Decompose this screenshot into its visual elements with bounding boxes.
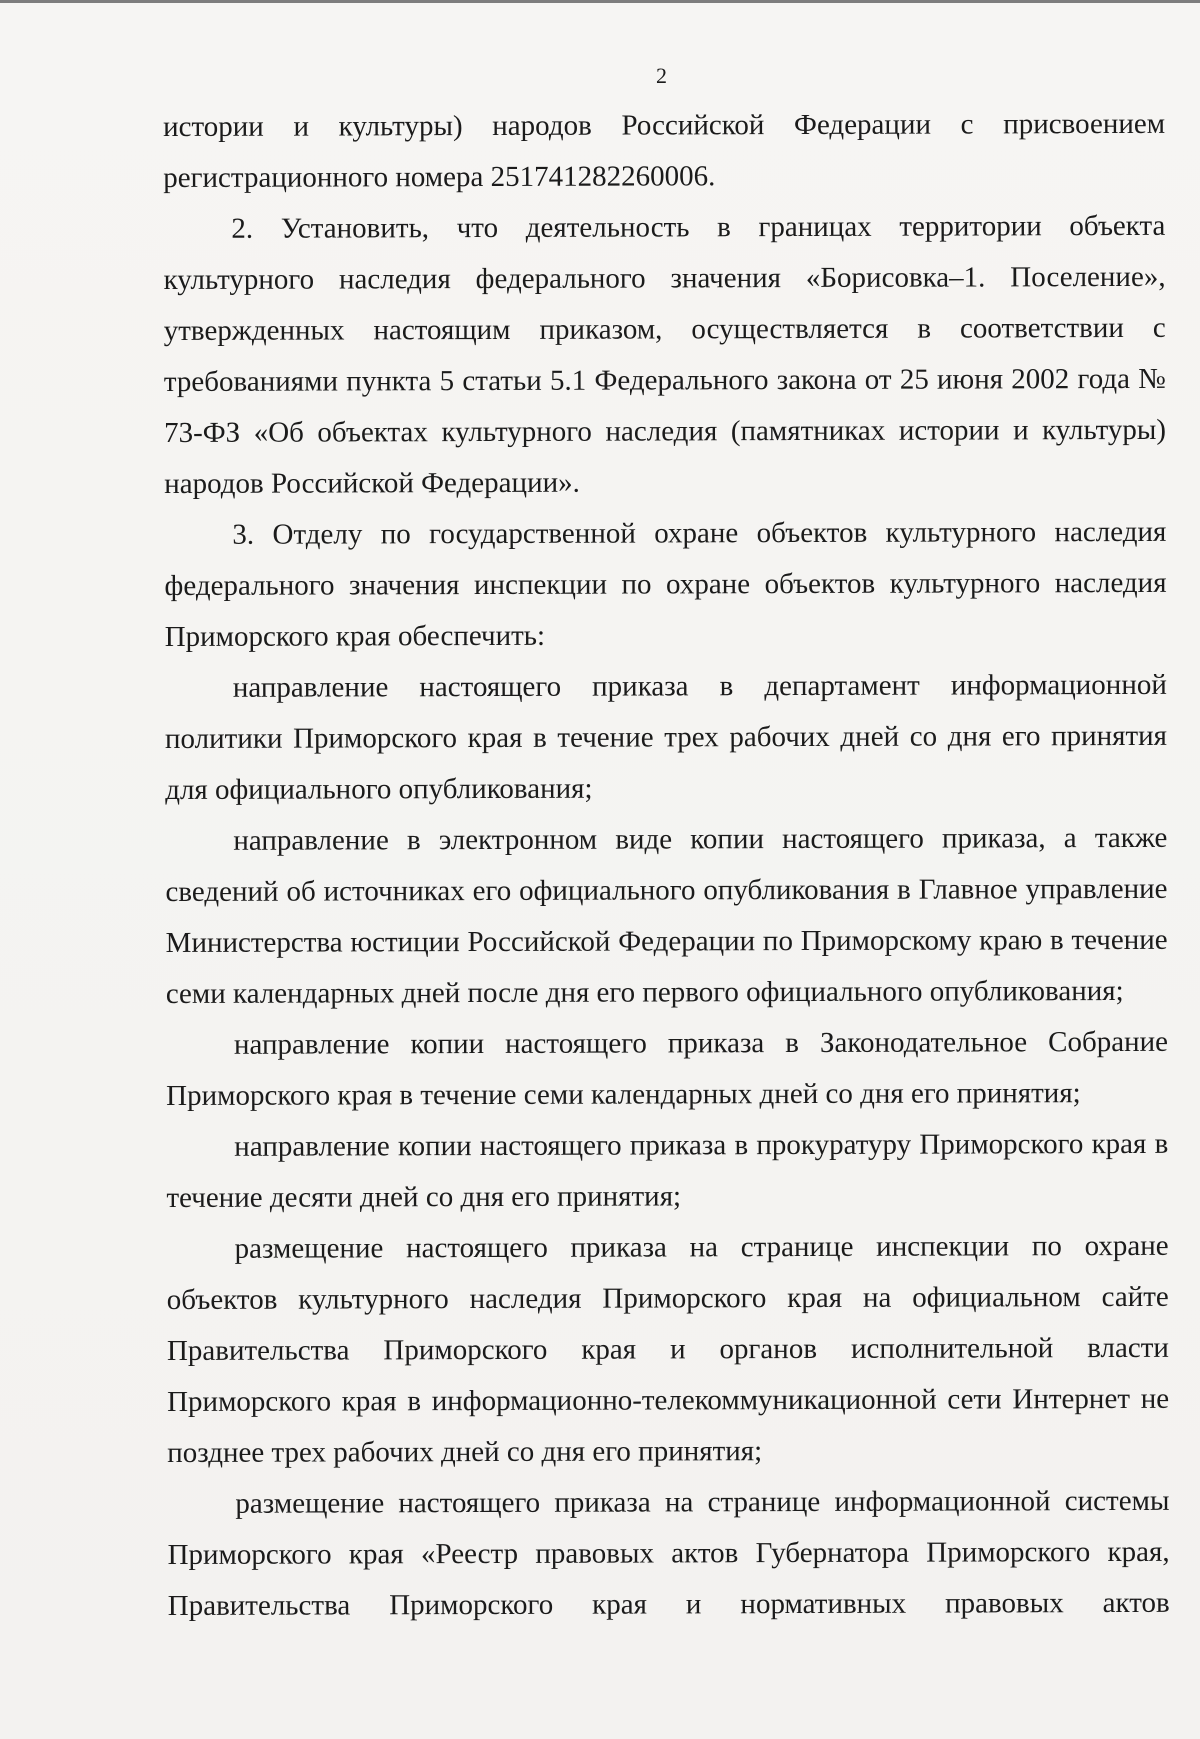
- paragraph-electronic-copy: направление в электронном виде копии настоящего приказа, а также сведений об источниках его официального опубликования в Главное управление Министерства юстиции Российской Федерации по Приморскому краю в течение семи календарных дней после дня его первого официального опубликования;: [165, 821, 1168, 1010]
- page-number: 2: [656, 63, 667, 88]
- paragraph-publication-department: направление настоящего приказа в департамент информационной политики Приморского края в течение трех рабочих дней со дня его принятия для официального опубликования;: [164, 668, 1168, 806]
- paragraph-legislative-assembly: направление копии настоящего приказа в Законодательное Собрание Приморского края в течение семи календарных дней со дня его принятия;: [166, 1025, 1169, 1112]
- document-body: [163, 99, 1170, 1632]
- paragraph-item-3: 3. Отделу по государственной охране объектов культурного наследия федерального значения инспекции по охране объектов культурного наследия Приморского края обеспечить:: [164, 515, 1167, 653]
- paragraph-official-website: размещение настоящего приказа на странице инспекции по охране объектов культурного наследия Приморского края на официальном сайте Правительства Приморского края и органов исполнительной власти Приморского края в информационно-телекоммуникационной сети Интернет не позднее трех рабочих дней со дня его принятия;: [166, 1229, 1170, 1469]
- paragraph-continuation: истории и культуры) народов Российской Федерации с присвоением регистрационного номера 251741282260006.: [163, 107, 1166, 194]
- paragraph-prosecutor-office: направление копии настоящего приказа в прокуратуру Приморского края в течение десяти дней со дня его принятия;: [166, 1127, 1169, 1214]
- paragraph-item-2: 2. Установить, что деятельность в границах территории объекта культурного наследия федерального значения «Борисовка–1. Поселение», утвержденных настоящим приказом, осуществляется в соответствии с требованиями пункта 5 статьи 5.1 Федерального закона от 25 июня 2002 года № 73-ФЗ «Об объектах культурного наследия (памятниках истории и культуры) народов Российской Федерации».: [163, 209, 1167, 500]
- page-top-edge: [0, 0, 1200, 3]
- paragraph-legal-acts-registry: размещение настоящего приказа на странице информационной системы Приморского края «Реестр правовых актов Губернатора Приморского края, Правительства Приморского края и нормативных правовых актов: [167, 1484, 1170, 1622]
